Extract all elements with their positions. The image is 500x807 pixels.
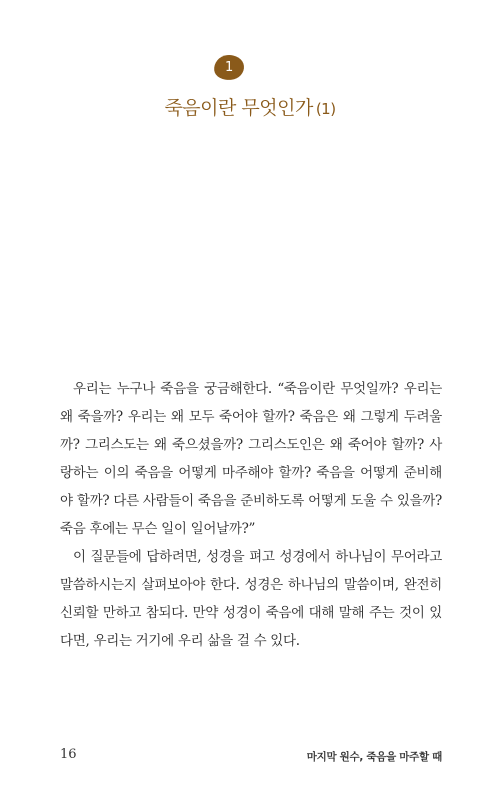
body-paragraph: 우리는 누구나 죽음을 궁금해한다. “죽음이란 무엇일까? 우리는 왜 죽을까? 우리는 왜 모두 죽어야 할까? 죽음은 왜 그렇게 두려울까? 그리스도는 왜 죽으셨을까? 그리스도인은 왜 죽어야 할까? 사랑하는 이의 죽음을 어떻게 마주해야 할까? 죽음을 어떻게 준비해야 할까? 다른 사람들이 죽음을 준비하도록 어떻게 도울 수 있을까? 죽음 후에는 무슨 일이 일어날까?” bbox=[60, 381, 442, 537]
body-paragraph: 이 질문들에 답하려면, 성경을 펴고 성경에서 하나님이 무어라고 말씀하시는지 살펴보아야 한다. 성경은 하나님의 말씀이며, 완전히 신뢰할 만하고 참되다. 만약 성경이 죽음에 대해 말해 주는 것이 있다면, 우리는 거기에 우리 삶을 걸 수 있다. bbox=[60, 549, 442, 649]
page-number: 16 bbox=[60, 747, 77, 762]
chapter-number: 1 bbox=[224, 60, 234, 75]
running-title: 마지막 원수, 죽음을 마주할 때 bbox=[306, 751, 442, 763]
chapter-number-badge bbox=[213, 54, 245, 82]
chapter-title-text: 죽음이란 무엇인가 bbox=[164, 97, 313, 119]
body-text bbox=[60, 375, 442, 655]
chapter-title bbox=[0, 93, 500, 120]
chapter-part: (1) bbox=[315, 100, 336, 118]
